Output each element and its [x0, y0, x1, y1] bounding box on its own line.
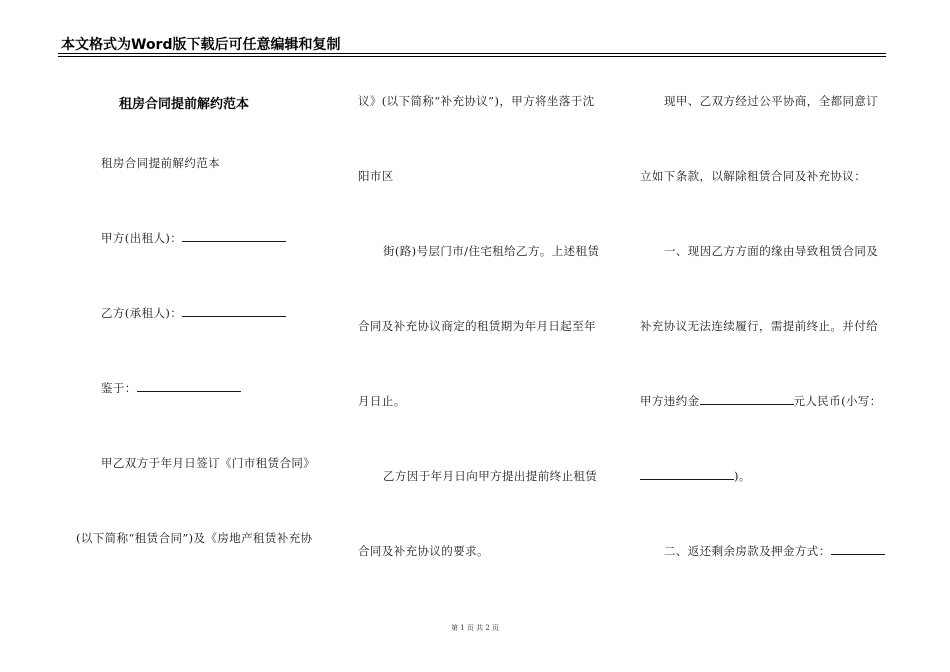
paragraph-line: 补充协议无法连续履行，需提前终止。并付给: [640, 319, 878, 333]
signed-at-blank: [137, 380, 241, 392]
paragraph-line: 阳市区: [358, 169, 394, 183]
header-rule-double: [58, 56, 886, 57]
paragraph-line: 合同及补充协议商定的租赁期为年月日起至年: [358, 319, 596, 333]
signed-at-line: [101, 380, 241, 396]
paragraph-line: 街(路)号层门市/住宅租给乙方。上述租赁: [383, 244, 600, 258]
page-footer: 第 1 页 共 2 页: [450, 624, 500, 632]
paragraph-line: 合同及补充协议的要求。: [358, 544, 489, 558]
paragraph-line: 月日止。: [358, 394, 406, 408]
paragraph-line: (以下简称“租赁合同”)及《房地产租赁补充协: [76, 531, 313, 545]
paragraph-line: 乙方因于年月日向甲方提出提前终止租赁: [383, 469, 598, 483]
paragraph-line: 一、现因乙方方面的缘由导致租赁合同及: [664, 244, 879, 258]
paragraph-line: 议》(以下简称“补充协议”)，甲方将坐落于沈: [358, 94, 595, 108]
party-a-line: [101, 230, 286, 246]
document-header: 本文格式为Word版下载后可任意编辑和复制: [61, 37, 341, 53]
header-rule: [58, 53, 886, 54]
party-b-label: 乙方(承租人)：: [101, 306, 183, 320]
penalty-amount-blank: [700, 393, 794, 405]
refund-line: [664, 543, 885, 559]
penalty-label: 甲方违约金: [640, 394, 700, 408]
signed-at-label: 鉴于：: [101, 381, 137, 395]
party-b-blank: [182, 305, 286, 317]
party-a-label: 甲方(出租人)：: [101, 231, 183, 245]
penalty-line: [640, 393, 882, 409]
document-title: 租房合同提前解约范本: [119, 97, 250, 112]
paragraph-line: 现甲、乙双方经过公平协商，全都同意订: [664, 94, 879, 108]
paragraph-line: 立如下条款，以解除租赁合同及补充协议：: [640, 169, 867, 183]
refund-label: 二、返还剩余房款及押金方式：: [664, 544, 831, 558]
penalty-currency-label: 元人民币(小写：: [793, 394, 882, 408]
paragraph-line: 甲乙双方于年月日签订《门市租赁合同》: [101, 456, 316, 470]
subtitle: 租房合同提前解约范本: [101, 156, 220, 170]
penalty-lowercase-line: [640, 468, 751, 484]
penalty-lowercase-blank: [640, 468, 734, 480]
refund-blank: [831, 543, 885, 555]
party-b-line: [101, 305, 286, 321]
penalty-lowercase-close: )。: [734, 469, 751, 483]
party-a-blank: [182, 230, 286, 242]
